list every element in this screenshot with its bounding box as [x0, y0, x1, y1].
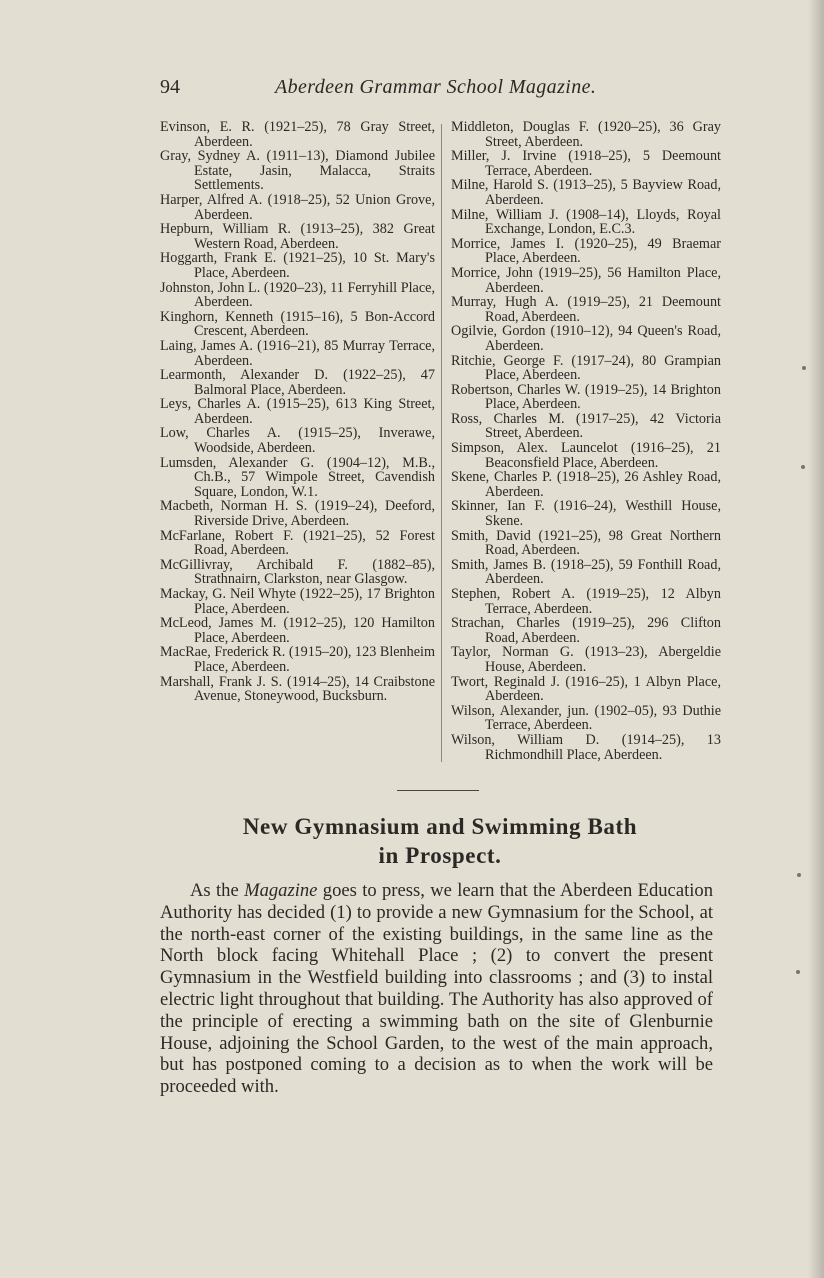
- list-item: Twort, Reginald J. (1916–25), 1 Albyn Place, Aberdeen.: [451, 673, 721, 705]
- list-item: Miller, J. Irvine (1918–25), 5 Deemount Terrace, Aberdeen.: [451, 148, 721, 179]
- list-item: Ogilvie, Gordon (1910–12), 94 Queen's Road, Aberdeen.: [451, 323, 721, 354]
- list-item: Skene, Charles P. (1918–25), 26 Ashley Road, Aberdeen.: [451, 469, 721, 500]
- list-item: Laing, James A. (1916–21), 85 Murray Terrace, Aberdeen.: [160, 337, 435, 369]
- article-body: [160, 880, 713, 1098]
- list-item: Johnston, John L. (1920–23), 11 Ferryhill Place, Aberdeen.: [160, 279, 435, 311]
- article-title-line-1: New Gymnasium and Swimming Bath: [242, 814, 638, 839]
- list-item: MacRae, Frederick R. (1915–20), 123 Blenheim Place, Aberdeen.: [160, 644, 436, 675]
- list-item: McLeod, James M. (1912–25), 120 Hamilton Place, Aberdeen.: [160, 615, 435, 646]
- article-body-lead: As the: [190, 880, 245, 901]
- list-item: Gray, Sydney A. (1911–13), Diamond Jubilee Estate, Jasin, Malacca, Straits Settlements.: [160, 148, 435, 194]
- list-item: Marshall, Frank J. S. (1914–25), 14 Craibstone Avenue, Stoneywood, Bucksburn.: [160, 673, 435, 705]
- list-item: Milne, Harold S. (1913–25), 5 Bayview Road, Aberdeen.: [451, 177, 721, 208]
- list-item: McFarlane, Robert F. (1921–25), 52 Forest Road, Aberdeen.: [160, 527, 435, 559]
- section-separator: [397, 790, 479, 791]
- page-edge-shadow: [808, 0, 824, 1278]
- list-item: McGillivray, Archibald F. (1882–85), Strathnairn, Clarkston, near Glasgow.: [160, 556, 435, 588]
- list-item: Morrice, James I. (1920–25), 49 Braemar Place, Aberdeen.: [451, 235, 721, 267]
- list-item: Smith, James B. (1918–25), 59 Fonthill Road, Aberdeen.: [451, 556, 721, 588]
- list-item: Hepburn, William R. (1913–25), 382 Great Western Road, Aberdeen.: [160, 221, 435, 252]
- list-item: Skinner, Ian F. (1916–24), Westhill House, Skene.: [451, 498, 721, 530]
- list-item: Harper, Alfred A. (1918–25), 52 Union Grove, Aberdeen.: [160, 191, 435, 223]
- list-item: Robertson, Charles W. (1919–25), 14 Brighton Place, Aberdeen.: [451, 381, 721, 413]
- list-item: Mackay, G. Neil Whyte (1922–25), 17 Brighton Place, Aberdeen.: [160, 586, 435, 617]
- list-item: Macbeth, Norman H. S. (1919–24), Deeford, Riverside Drive, Aberdeen.: [160, 498, 435, 530]
- list-item: Milne, William J. (1908–14), Lloyds, Royal Exchange, London, E.C.3.: [451, 206, 721, 238]
- list-item: Evinson, E. R. (1921–25), 78 Gray Street, Aberdeen.: [160, 119, 435, 150]
- list-item: Ritchie, George F. (1917–24), 80 Grampian Place, Aberdeen.: [451, 352, 721, 384]
- page-number: 94: [160, 76, 180, 98]
- list-item: Kinghorn, Kenneth (1915–16), 5 Bon-Accord Crescent, Aberdeen.: [160, 308, 435, 340]
- list-item: Stephen, Robert A. (1919–25), 12 Albyn Terrace, Aberdeen.: [451, 586, 721, 617]
- list-item: Leys, Charles A. (1915–25), 613 King Street, Aberdeen.: [160, 396, 435, 427]
- list-item: Learmonth, Alexander D. (1922–25), 47 Balmoral Place, Aberdeen.: [160, 367, 435, 398]
- list-item: Lumsden, Alexander G. (1904–12), M.B., Ch.B., 57 Wimpole Street, Cavendish Square, London, W.1.: [160, 454, 435, 500]
- list-item: Morrice, John (1919–25), 56 Hamilton Place, Aberdeen.: [451, 264, 721, 296]
- list-item: Low, Charles A. (1915–25), Inverawe, Woodside, Aberdeen.: [160, 425, 435, 457]
- list-item: Wilson, William D. (1914–25), 13 Richmondhill Place, Aberdeen.: [451, 731, 721, 763]
- article-body-rest: goes to press, we learn that the Aberdeen Education Authority has decided (1) to provide a new Gymnasium for the School, at the north-east corner of the existing buildings, in the same line as the North block facing Whitehall Place ; (2) to convert the present Gymnasium in the Westfield building into classrooms ; and (3) to instal electric light throughout that building. The Authority has also approved of the principle of erecting a swimming bath on the site of Glenburnie House, adjoining the School Garden, to the west of the main approach, but has postponed coming to a decision as to when the work will be proceeded with.: [160, 880, 713, 1098]
- list-item: Strachan, Charles (1919–25), 296 Clifton Road, Aberdeen.: [451, 615, 721, 646]
- list-item: Smith, David (1921–25), 98 Great Northern Road, Aberdeen.: [451, 527, 721, 559]
- article-title: [160, 812, 720, 870]
- address-list-right: [451, 120, 721, 762]
- running-title: Aberdeen Grammar School Magazine.: [275, 76, 597, 98]
- magazine-italic: Magazine: [244, 880, 318, 901]
- margin-speck: [802, 366, 806, 370]
- address-list-left: [160, 120, 435, 704]
- margin-speck: [801, 465, 805, 469]
- column-divider: [441, 124, 442, 762]
- margin-speck: [796, 970, 800, 974]
- list-item: Simpson, Alex. Launcelot (1916–25), 21 Beaconsfield Place, Aberdeen.: [451, 440, 721, 471]
- list-item: Taylor, Norman G. (1913–23), Abergeldie House, Aberdeen.: [451, 644, 721, 675]
- article-title-line-2: in Prospect.: [378, 843, 502, 868]
- page-header: [160, 76, 720, 106]
- list-item: Wilson, Alexander, jun. (1902–05), 93 Duthie Terrace, Aberdeen.: [451, 702, 721, 734]
- list-item: Ross, Charles M. (1917–25), 42 Victoria Street, Aberdeen.: [451, 410, 721, 442]
- list-item: Middleton, Douglas F. (1920–25), 36 Gray Street, Aberdeen.: [451, 119, 721, 150]
- margin-speck: [797, 873, 801, 877]
- list-item: Hoggarth, Frank E. (1921–25), 10 St. Mary's Place, Aberdeen.: [160, 250, 435, 281]
- list-item: Murray, Hugh A. (1919–25), 21 Deemount Road, Aberdeen.: [451, 294, 721, 325]
